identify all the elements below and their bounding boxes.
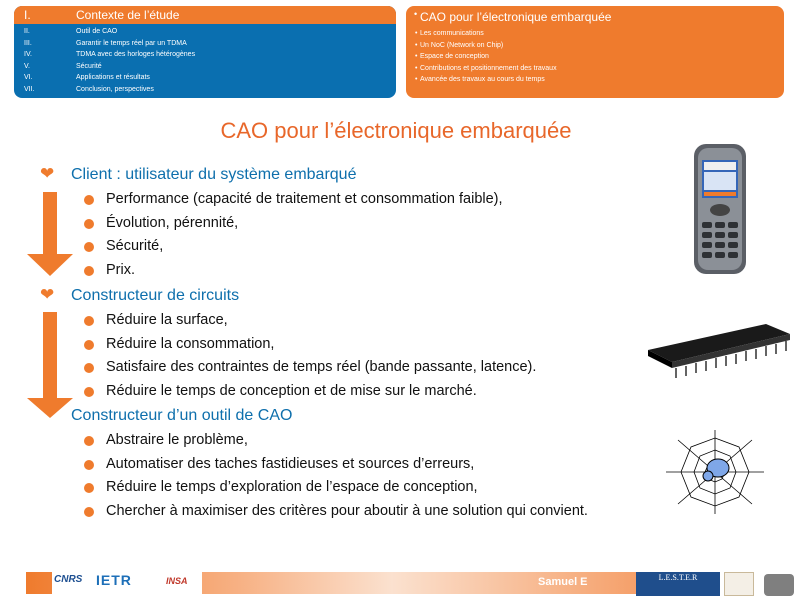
bullet-dot-icon [84, 483, 94, 493]
subnav-item[interactable]: • Contributions et positionnement des travaux [420, 63, 557, 75]
bullet-item [78, 500, 588, 524]
chip-image [646, 320, 792, 382]
bullet-dot-icon [84, 316, 94, 326]
toc-panel [14, 6, 396, 98]
bullet-text: Réduire la consommation, [106, 335, 275, 352]
toc-active-item[interactable] [14, 6, 396, 24]
bullet-item [78, 259, 503, 283]
toc-item-label: TDMA avec des horloges hétérogènes [76, 51, 196, 59]
bullet-item [78, 453, 588, 477]
down-arrow-icon [27, 192, 73, 276]
ietr-logo: IETR [96, 572, 132, 588]
footer-author: Samuel E [538, 576, 588, 588]
toc-item[interactable] [14, 38, 396, 50]
bullet-dot-icon [84, 363, 94, 373]
bullet-item [78, 333, 536, 357]
toc-item-num: IV. [24, 51, 32, 59]
bullet-text: Sécurité, [106, 238, 164, 255]
subnav-list [420, 28, 557, 86]
subnav-title[interactable]: • CAO pour l’électronique embarquée [420, 10, 611, 24]
bullet-dot-icon [84, 219, 94, 229]
toc-item[interactable] [14, 84, 396, 96]
bullet-dot-icon [84, 507, 94, 517]
bullet-text: Performance (capacité de traitement et consommation faible), [106, 191, 503, 207]
subnav-panel [406, 6, 784, 98]
toc-item[interactable] [14, 26, 396, 38]
toc-list [14, 26, 396, 96]
section-heading: Constructeur de circuits [71, 287, 240, 304]
toc-item-num: V. [24, 62, 30, 70]
bullet-dot-icon [84, 436, 94, 446]
university-logo [724, 572, 754, 596]
phone-image [690, 142, 750, 276]
toc-item-label: Applications et résultats [76, 74, 150, 82]
spider-web-image [664, 428, 766, 516]
bullet-text: Satisfaire des contraintes de temps réel (bande passante, latence). [106, 359, 537, 376]
toc-active-label: Contexte de l’étude [76, 8, 180, 22]
toc-item-label: Outil de CAO [76, 28, 118, 35]
toc-item-num: VII. [24, 85, 35, 93]
bullet-dot-icon [84, 242, 94, 252]
bullet-text: Réduire le temps d’exploration de l’espace de conception, [106, 479, 478, 496]
bullet-text: Évolution, pérennité, [106, 214, 239, 231]
toc-item-num: VI. [24, 74, 33, 82]
section-heading: Constructeur d’un outil de CAO [71, 407, 293, 424]
bullet-item [78, 235, 503, 259]
cnrs-logo: CNRS [54, 574, 83, 585]
page-number-box [764, 574, 794, 596]
toc-item-num: II. [24, 28, 30, 35]
toc-item[interactable] [14, 72, 396, 84]
bullet-item [78, 356, 536, 380]
bullet-dot-icon [84, 460, 94, 470]
toc-active-num: I. [24, 8, 31, 22]
bullet-item [78, 212, 503, 236]
bullet-text: Réduire la surface, [106, 312, 228, 328]
bullet-list [78, 188, 503, 282]
subnav-item[interactable]: • Un NoC (Network on Chip) [420, 40, 557, 52]
bullet-text: Abstraire le problème, [106, 432, 248, 448]
bullet-list [78, 429, 588, 523]
toc-item-label: Garantir le temps réel par un TDMA [76, 39, 187, 47]
bullet-list [78, 309, 536, 403]
bullet-text: Chercher à maximiser des critères pour aboutir à une solution qui convient. [106, 502, 588, 519]
bullet-item [78, 476, 588, 500]
subnav-item[interactable]: • Avancée des travaux au cours du temps [420, 74, 557, 86]
bullet-dot-icon [84, 387, 94, 397]
down-arrow-icon [27, 312, 73, 418]
toc-item[interactable] [14, 61, 396, 73]
bullet-dot-icon [84, 340, 94, 350]
bullet-item [78, 380, 536, 404]
toc-item-num: III. [24, 39, 32, 47]
bullet-dot-icon [84, 195, 94, 205]
subnav-item[interactable]: • Espace de conception [420, 51, 557, 63]
bullet-item [78, 429, 588, 453]
bullet-text: Réduire le temps de conception et de mise sur le marché. [106, 382, 477, 399]
section-heading: Client : utilisateur du système embarqué [71, 166, 357, 183]
heart-bullet-icon: ❤ [40, 164, 55, 183]
bullet-dot-icon [84, 266, 94, 276]
insa-logo: INSA [166, 576, 188, 586]
bullet-item [78, 188, 503, 212]
subnav-item[interactable]: • Les communications [420, 28, 557, 40]
bullet-item [78, 309, 536, 333]
bullet-text: Prix. [106, 261, 135, 278]
toc-item-label: Sécurité [76, 62, 102, 70]
bullet-text: Automatiser des taches fastidieuses et sources d’erreurs, [106, 455, 475, 472]
lester-logo [636, 572, 720, 596]
toc-item[interactable] [14, 49, 396, 61]
slide-title: CAO pour l’électronique embarquée [220, 118, 572, 143]
heart-bullet-icon: ❤ [40, 285, 55, 304]
lester-logo-text: L.E.S.T.E.R [658, 573, 698, 582]
toc-item-label: Conclusion, perspectives [76, 85, 154, 93]
